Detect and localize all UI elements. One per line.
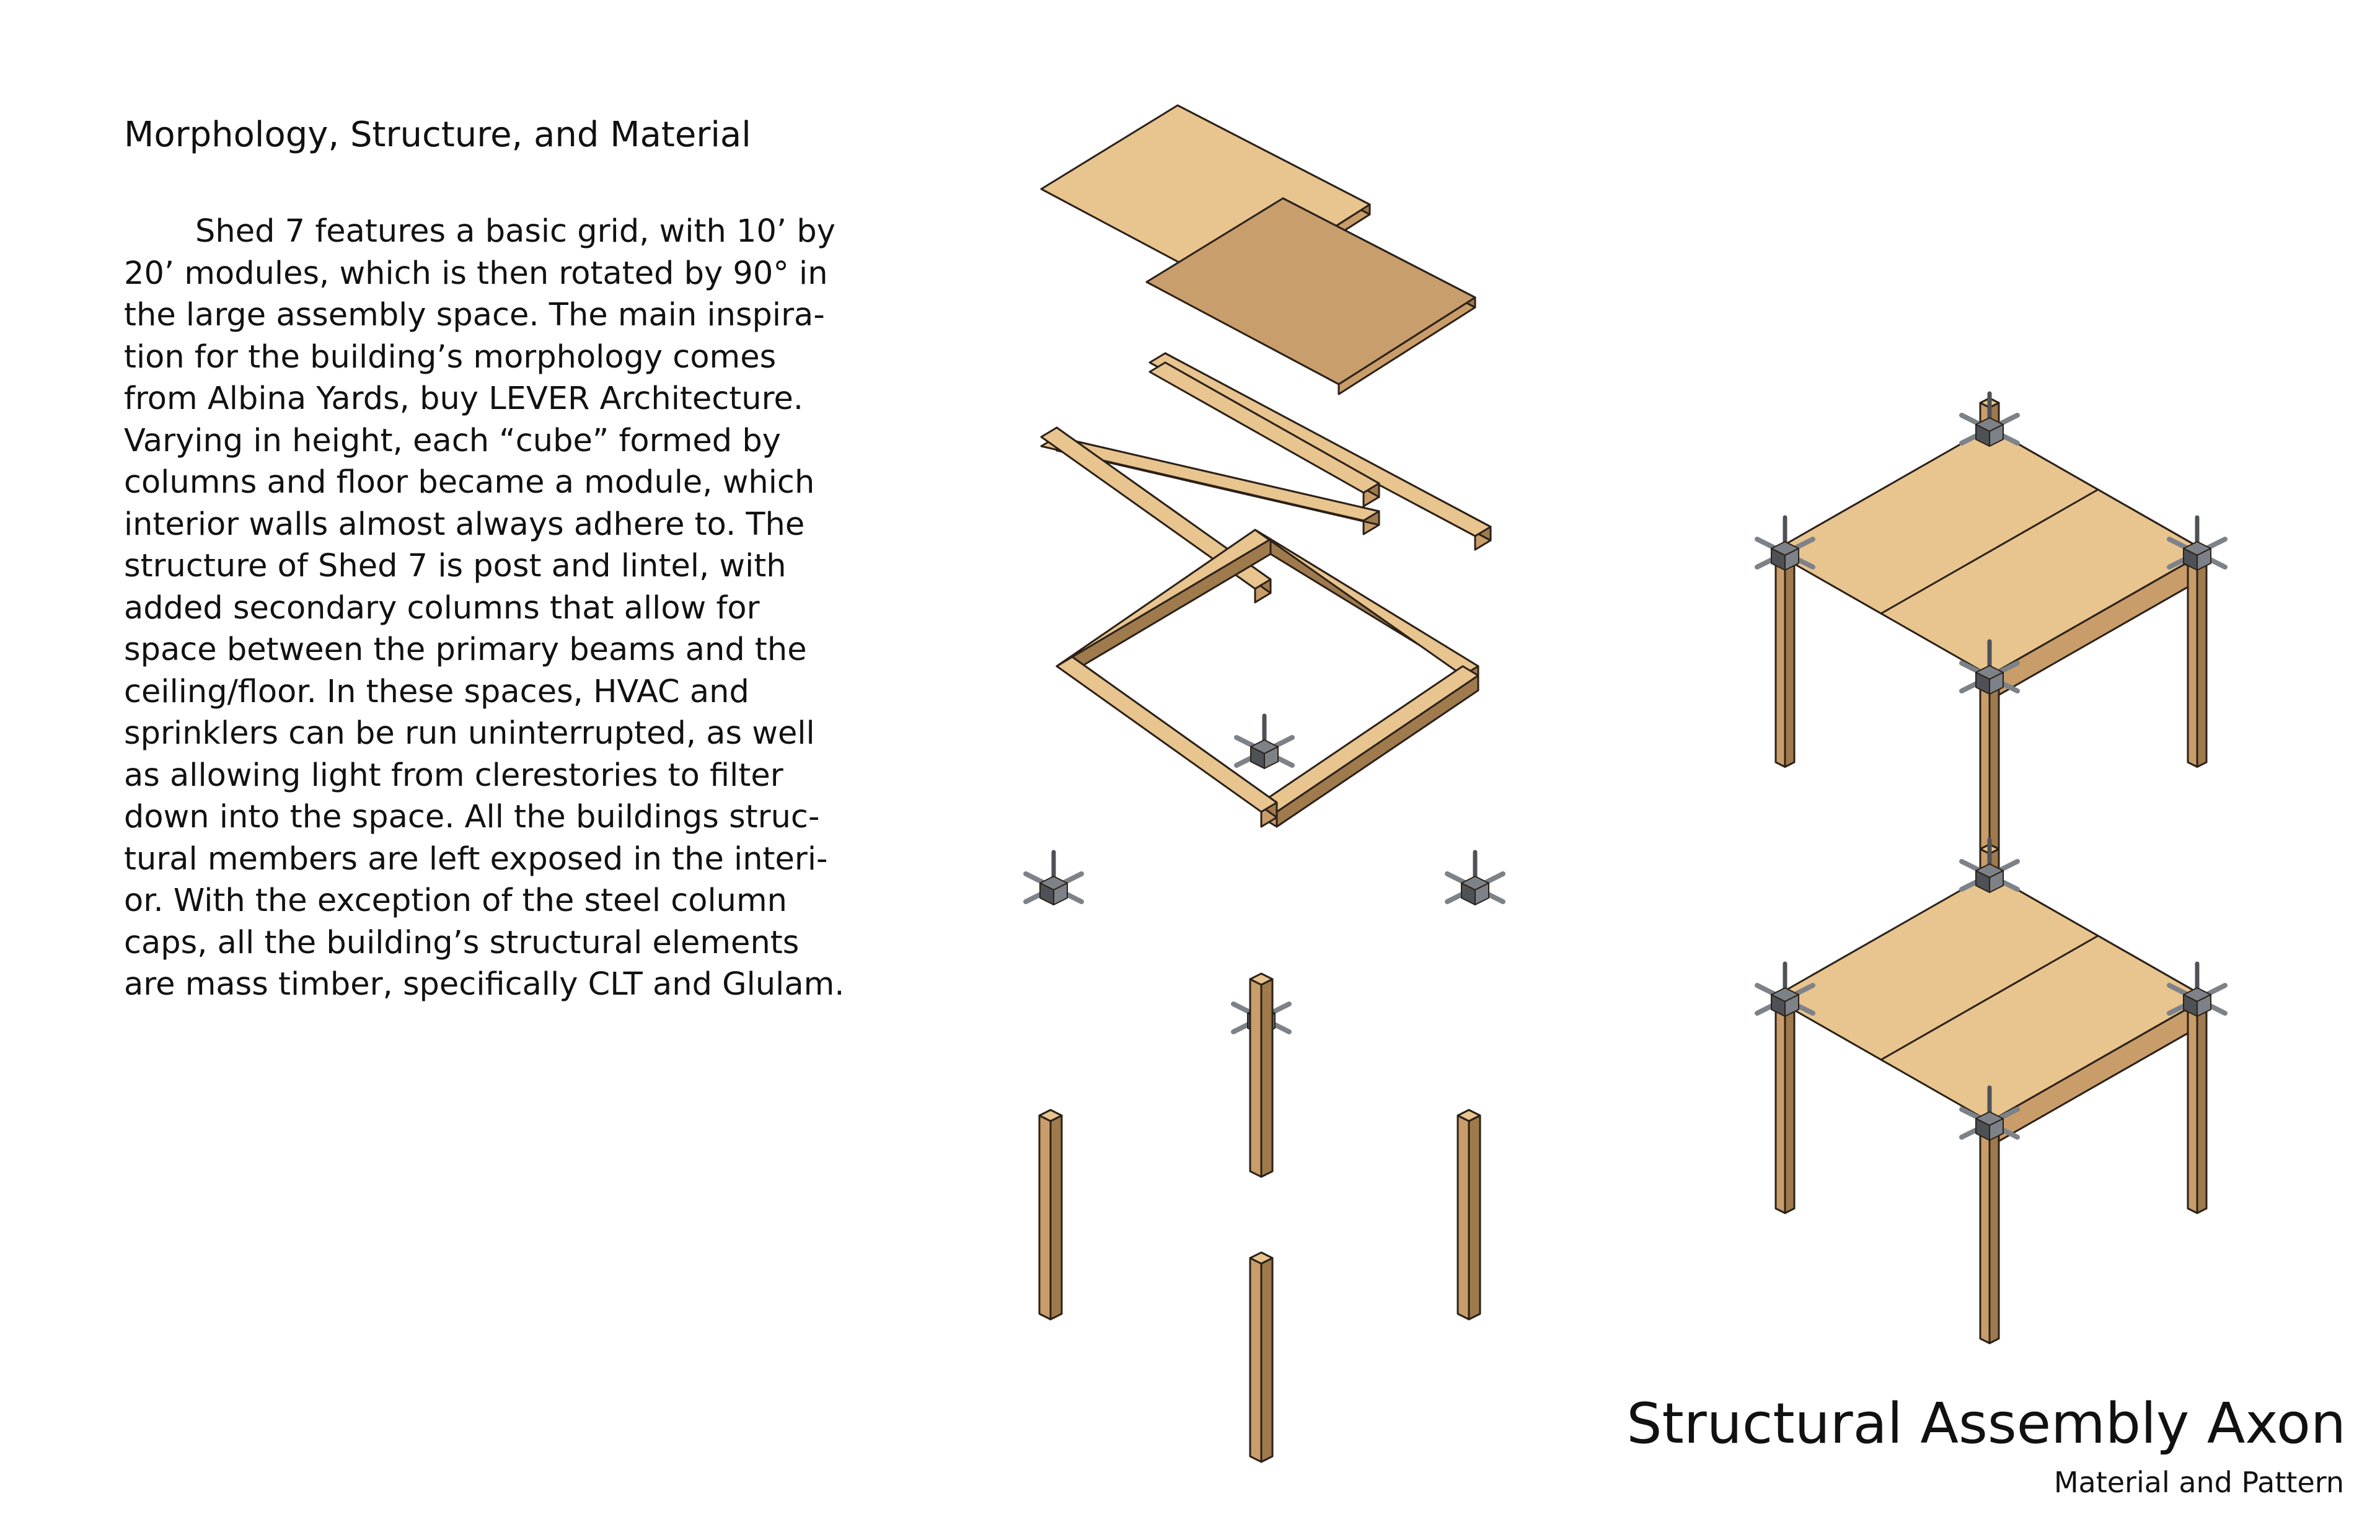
corner-post-right — [2188, 1000, 2206, 1213]
steel-cap-center — [1236, 716, 1292, 768]
body-line: tion for the building’s morphology comes — [124, 338, 777, 376]
frame-beam-nw — [1057, 530, 1271, 672]
body-line: interior walls almost always adhere to. The — [124, 506, 805, 543]
diagram-subtitle: Material and Pattern — [2053, 1466, 2344, 1499]
body-line: sprinklers can be run uninterrupted, as well — [124, 715, 815, 752]
body-line: tural members are left exposed in the interi- — [124, 840, 828, 878]
assembled-modules — [1757, 394, 2225, 1344]
corner-cap-left — [1757, 517, 1813, 570]
corner-cap-back — [1962, 840, 2017, 892]
corner-post-front — [1980, 1130, 1999, 1344]
steel-cap-left — [1026, 852, 1082, 905]
steel-cap-right — [1447, 852, 1503, 905]
body-line: down into the space. All the buildings struc- — [124, 799, 820, 835]
body-line: space between the primary beams and the — [124, 631, 807, 668]
corner-post-left — [1776, 553, 1794, 767]
body-line: 20’ modules, which is then rotated by 90° in — [124, 255, 828, 292]
frame-beam-ne — [1255, 530, 1478, 690]
body-line: added secondary columns that allow for — [124, 589, 760, 627]
glulam-post-left — [1039, 1110, 1062, 1319]
body-line: are mass timber, specifically CLT and Glulam. — [124, 966, 845, 1003]
corner-cap-back — [1962, 394, 2017, 446]
exploded-assembly — [1026, 105, 1503, 1462]
corner-cap-right — [2169, 517, 2225, 570]
body-line: or. With the exception of the steel column — [124, 882, 788, 919]
corner-cap-right — [2169, 964, 2225, 1016]
corner-cap-left — [1757, 964, 1813, 1016]
body-line: the large assembly space. The main inspira- — [124, 297, 825, 333]
body-line: from Albina Yards, buy LEVER Architecture. — [124, 381, 804, 417]
body-line: Shed 7 features a basic grid, with 10’ by — [195, 213, 835, 250]
frame-beam-se — [1261, 666, 1478, 827]
diagram-title: Structural Assembly Axon — [1626, 1391, 2346, 1456]
module-lower — [1757, 840, 2225, 1344]
beam-4 — [1041, 428, 1271, 602]
section-heading: Morphology, Structure, and Material — [124, 115, 751, 155]
glulam-post-center — [1250, 974, 1272, 1177]
body-line: columns and floor became a module, which — [124, 464, 815, 501]
glulam-post-bottom — [1250, 1252, 1272, 1462]
body-line: caps, all the building’s structural elements — [124, 924, 800, 961]
body-line: as allowing light from clerestories to filter — [124, 757, 783, 794]
corner-post-left — [1776, 1000, 1794, 1213]
glulam-post-right — [1458, 1110, 1480, 1319]
body-line: ceiling/floor. In these spaces, HVAC and — [124, 673, 749, 710]
module-upper — [1757, 394, 2225, 897]
corner-post-right — [2188, 553, 2206, 767]
body-line: Varying in height, each “cube” formed by — [124, 422, 781, 459]
body-line: structure of Shed 7 is post and lintel, with — [124, 548, 787, 584]
